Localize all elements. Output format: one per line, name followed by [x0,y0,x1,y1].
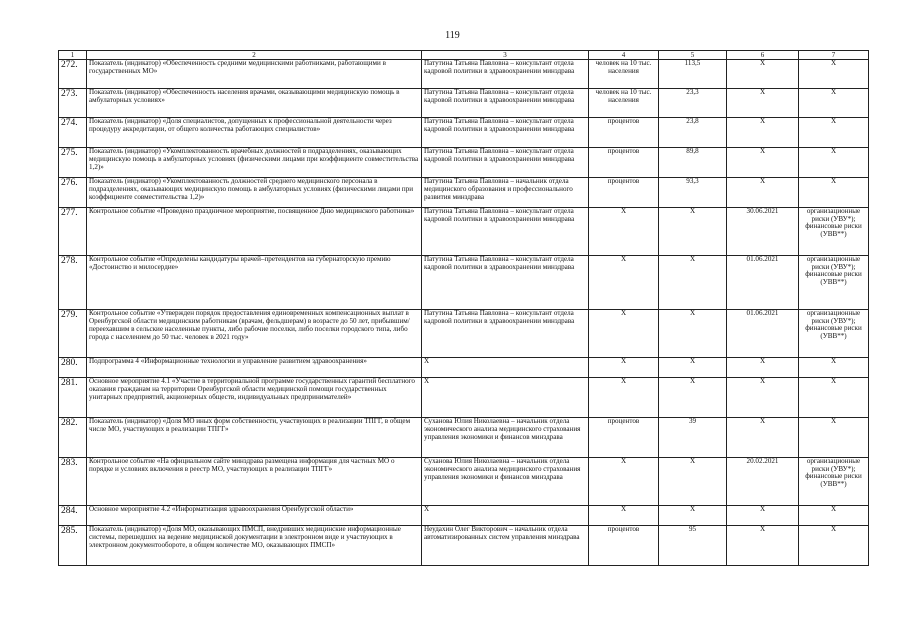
table-row [59,526,869,566]
target-value: 23,3 [659,89,727,118]
deadline-date: X [727,118,799,148]
column-header: 4 [589,51,659,60]
measure-name: Показатель (индикатор) «Укомплектованность должностей среднего медицинского персонала в подразделениях, оказывающих медицинскую помощь в амбулаторных условиях (физическими лицами при коэффициенте совместительства 1,2)» [87,178,422,208]
target-value: X [659,208,727,256]
plan-table [58,50,869,566]
unit-of-measure: X [589,378,659,418]
target-value: X [659,506,727,526]
target-value: X [659,256,727,310]
row-number: 273. [59,89,87,118]
row-number: 276. [59,178,87,208]
risk-assessment: X [799,118,869,148]
measure-name: Контрольное событие «Проведено праздничное мероприятие, посвященное Дню медицинского работника» [87,208,422,256]
row-number: 275. [59,148,87,178]
deadline-date: X [727,358,799,378]
row-number: 277. [59,208,87,256]
table-header [59,51,869,60]
page-number: 119 [445,30,460,41]
responsible-person: Патутина Татьяна Павловна – консультант отдела кадровой политики в здравоохранении минздрава [422,256,589,310]
table-row [59,60,869,89]
risk-assessment: X [799,378,869,418]
target-value: 95 [659,526,727,566]
table-body [59,60,869,566]
unit-of-measure: процентов [589,148,659,178]
table-row [59,178,869,208]
measure-name: Показатель (индикатор) «Обеспеченность средними медицинскими работниками, работающими в государственных МО» [87,60,422,89]
risk-assessment: X [799,526,869,566]
unit-of-measure: процентов [589,526,659,566]
target-value: 23,8 [659,118,727,148]
row-number: 284. [59,506,87,526]
row-number: 283. [59,458,87,506]
risk-assessment: X [799,358,869,378]
unit-of-measure: процентов [589,118,659,148]
target-value: 89,8 [659,148,727,178]
table-row [59,418,869,458]
table-row [59,378,869,418]
risk-assessment: X [799,60,869,89]
measure-name: Контрольное событие «На официальном сайте минздрава размещена информация для частных МО о порядке и условиях включения в реестр МО, участвующих в реализации ТПГГ» [87,458,422,506]
risk-assessment: X [799,178,869,208]
row-number: 279. [59,310,87,358]
row-number: 282. [59,418,87,458]
row-number: 285. [59,526,87,566]
column-header: 2 [87,51,422,60]
target-value: 39 [659,418,727,458]
risk-assessment: организационные риски (УВУ*); финансовые риски (УВВ**) [799,256,869,310]
deadline-date: X [727,60,799,89]
deadline-date: X [727,89,799,118]
deadline-date: 30.06.2021 [727,208,799,256]
table-row [59,256,869,310]
measure-name: Подпрограмма 4 «Информационные технологии и управление развитием здравоохранения» [87,358,422,378]
responsible-person: Патутина Татьяна Павловна – начальник отдела медицинского образования и профессионального развития минздрава [422,178,589,208]
table-row [59,208,869,256]
row-number: 272. [59,60,87,89]
deadline-date: X [727,178,799,208]
responsible-person: Патутина Татьяна Павловна – консультант отдела кадровой политики в здравоохранении минздрава [422,118,589,148]
row-number: 281. [59,378,87,418]
deadline-date: X [727,148,799,178]
target-value: X [659,310,727,358]
responsible-person: Суханова Юлия Николаевна – начальник отдела экономического анализа медицинского страхования управления экономики и финансов минздрава [422,418,589,458]
responsible-person: Патутина Татьяна Павловна – консультант отдела кадровой политики в здравоохранении минздрава [422,60,589,89]
table-row [59,148,869,178]
target-value: 93,3 [659,178,727,208]
table-row [59,89,869,118]
measure-name: Показатель (индикатор) «Доля специалистов, допущенных к профессиональной деятельности через процедуру аккредитации, от общего количества работающих специалистов» [87,118,422,148]
row-number: 274. [59,118,87,148]
unit-of-measure: X [589,208,659,256]
measure-name: Показатель (индикатор) «Доля МО, оказывающих ПМСП, внедривших медицинские информационные системы, перешедших на ведение медицинской документации в электронном виде и участвующих в электронном документообороте, в общем количестве МО, оказывающих ПМСП» [87,526,422,566]
responsible-person: Патутина Татьяна Павловна – консультант отдела кадровой политики в здравоохранении минздрава [422,208,589,256]
column-header: 7 [799,51,869,60]
unit-of-measure: человек на 10 тыс. населения [589,60,659,89]
unit-of-measure: X [589,358,659,378]
responsible-person: X [422,506,589,526]
deadline-date: X [727,418,799,458]
deadline-date: 01.06.2021 [727,256,799,310]
risk-assessment: X [799,148,869,178]
table-row [59,118,869,148]
measure-name: Показатель (индикатор) «Укомплектованность врачебных должностей в подразделениях, оказывающих медицинскую помощь в амбулаторных условиях (физическими лицами при коэффициенте совместительства 1,2)» [87,148,422,178]
responsible-person: Патутина Татьяна Павловна – консультант отдела кадровой политики в здравоохранении минздрава [422,148,589,178]
measure-name: Основное мероприятие 4.2 «Информатизация здравоохранения Оренбургской области» [87,506,422,526]
risk-assessment: X [799,506,869,526]
table-row [59,458,869,506]
risk-assessment: X [799,89,869,118]
deadline-date: 01.06.2021 [727,310,799,358]
risk-assessment: организационные риски (УВУ*); финансовые риски (УВВ**) [799,208,869,256]
unit-of-measure: X [589,310,659,358]
row-number: 278. [59,256,87,310]
deadline-date: X [727,506,799,526]
responsible-person: Патутина Татьяна Павловна – консультант отдела кадровой политики в здравоохранении минздрава [422,89,589,118]
unit-of-measure: процентов [589,418,659,458]
column-header: 6 [727,51,799,60]
target-value: X [659,378,727,418]
unit-of-measure: человек на 10 тыс. населения [589,89,659,118]
target-value: X [659,458,727,506]
unit-of-measure: X [589,458,659,506]
header-row [59,51,869,60]
column-header: 3 [422,51,589,60]
responsible-person: X [422,378,589,418]
target-value: 113,5 [659,60,727,89]
table-row [59,358,869,378]
deadline-date: X [727,378,799,418]
measure-name: Показатель (индикатор) «Обеспеченность населения врачами, оказывающими медицинскую помощь в амбулаторных условиях» [87,89,422,118]
responsible-person: Суханова Юлия Николаевна – начальник отдела экономического анализа медицинского страхования управления экономики и финансов минздрава [422,458,589,506]
risk-assessment: организационные риски (УВУ*); финансовые риски (УВВ**) [799,458,869,506]
column-header: 5 [659,51,727,60]
risk-assessment: организационные риски (УВУ*); финансовые риски (УВВ**) [799,310,869,358]
table-row [59,310,869,358]
measure-name: Контрольное событие «Определены кандидатуры врачей–претендентов на губернаторскую премию «Достоинство и милосердие» [87,256,422,310]
unit-of-measure: X [589,506,659,526]
responsible-person: Патутина Татьяна Павловна – консультант отдела кадровой политики в здравоохранении минздрава [422,310,589,358]
deadline-date: 20.02.2021 [727,458,799,506]
responsible-person: Неудахин Олег Викторович – начальник отдела автоматизированных систем управления минздрава [422,526,589,566]
responsible-person: X [422,358,589,378]
deadline-date: X [727,526,799,566]
table-row [59,506,869,526]
row-number: 280. [59,358,87,378]
unit-of-measure: процентов [589,178,659,208]
measure-name: Контрольное событие «Утвержден порядок предоставления единовременных компенсационных выплат в Оренбургской области медицинским работникам (врачам, фельдшерам) в возрасте до 50 лет, прибывшим/переехавшим в сельские населенные пункты, либо рабочие поселки, либо поселки городского типа, либо города с населением до 50 тыс. человек в 2021 году» [87,310,422,358]
unit-of-measure: X [589,256,659,310]
risk-assessment: X [799,418,869,458]
column-header: 1 [59,51,87,60]
target-value: X [659,358,727,378]
measure-name: Показатель (индикатор) «Доля МО иных форм собственности, участвующих в реализации ТПГГ, в общем числе МО, участвующих в реализации ТПГГ» [87,418,422,458]
measure-name: Основное мероприятие 4.1 «Участие в территориальной программе государственных гарантий бесплатного оказания гражданам на территории Оренбургской области медицинской помощи государственных унитарных предприятий, акционерных обществ, индивидуальных предпринимателей» [87,378,422,418]
